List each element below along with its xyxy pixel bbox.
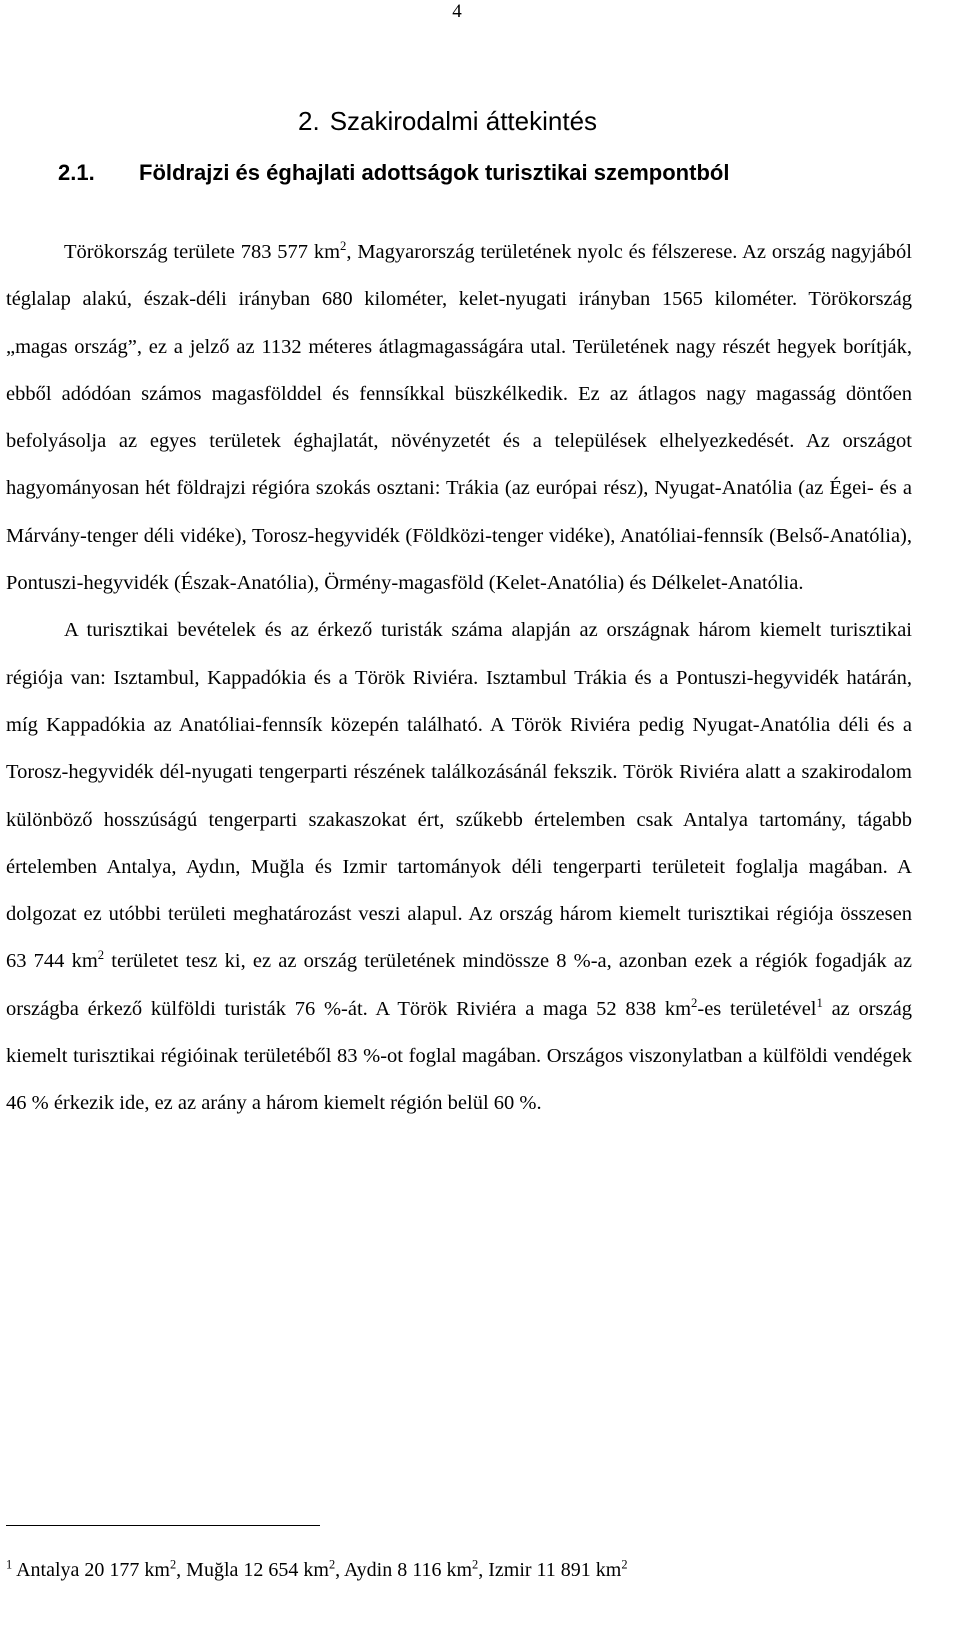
superscript-2: 2 [472,1557,479,1572]
footnote-separator [6,1525,320,1526]
footnote-marker: 1 [6,1557,13,1572]
paragraph-2-text-a: A turisztikai bevételek és az érkező turisták száma alapján az országnak három kiemelt turisztikai régiója van: Isztambul, Kappadókia és a Török Riviéra. Isztambul Trákia és a Pontuszi-hegyvidék határán, míg Kappadókia az Anatóliai-fennsík közepén található. A Török Riviéra pedig Nyugat-Anatólia déli és a Torosz-hegyvidék dél-nyugati tengerparti részének találkozásánál fekszik. Török Riviéra alatt a szakirodalom különböző hosszúságú tengerparti szakaszokat ért, szűkebb értelemben csak Antalya tartomány, tágabb értelemben Antalya, Aydın, Muğla és Izmir tartományok déli tengerparti területeit foglalja magában. A dolgozat ez utóbbi területi meghatározást veszi alapul. Az ország három kiemelt turisztikai régiója összesen 63 744 km [6,619,912,973]
chapter-heading [298,103,597,139]
paragraph-2-text-d: az ország kiemelt turisztikai régióinak területéből 83 %-ot foglal magában. Országos viszonylatban a külföldi vendégek 46 % érkezik ide, ez az arány a három kiemelt régión belül 60 %. [6,997,912,1115]
superscript-2: 2 [691,995,698,1010]
footnote-text-c: , Aydin 8 116 km [335,1559,473,1581]
page-number: 4 [452,1,462,22]
paragraph-2-text-b: területet tesz ki, ez az ország területének mindössze 8 %-a, azonban ezek a régiók fogadják az országba érkező külföldi turisták 76 %-át. A Török Riviéra a maga 52 838 km [6,950,912,1020]
section-title: Földrajzi és éghajlati adottságok turisztikai szempontból [139,160,730,185]
body-text [6,229,912,1128]
section-heading [58,155,729,191]
footnote-reference[interactable]: 1 [816,995,823,1010]
superscript-2: 2 [169,1557,177,1572]
footnote-text-b: , Muğla 12 654 km [176,1559,329,1581]
superscript-2: 2 [621,1557,628,1572]
paragraph-1 [6,229,912,607]
footnote [6,1556,628,1584]
footnote-text-d: , Izmir 11 891 km [478,1559,622,1581]
section-number: 2.1. [58,160,95,185]
superscript-2: 2 [340,239,347,254]
chapter-number: 2. [298,106,320,136]
paragraph-1-text-a: Törökország területe 783 577 km [64,241,341,263]
superscript-2: 2 [328,1557,336,1572]
paragraph-2 [6,607,912,1127]
chapter-title: Szakirodalmi áttekintés [329,106,598,136]
paragraph-1-text-b: , Magyarország területének nyolc és félszerese. Az ország nagyjából téglalap alakú, észak-déli irányban 680 kilométer, kelet-nyugati irányban 1565 kilométer. Törökország „magas ország”, ez a jelző az 1132 méteres átlagmagasságára utal. Területének nagy részét hegyek borítják, ebből adódóan számos magasfölddel és fennsíkkal büszkélkedik. Ez az átlagos nagy magasság döntően befolyásolja az egyes területek éghajlatát, növényzetét és a települések elhelyezkedését. Az országot hagyományosan hét földrajzi régióra szokás osztani: Trákia (az európai rész), Nyugat-Anatólia (az Égei- és a Márvány-tenger déli vidéke), Torosz-hegyvidék (Földközi-tenger vidéke), Anatóliai-fennsík (Belső-Anatólia), Pontuszi-hegyvidék (Észak-Anatólia), Örmény-magasföld (Kelet-Anatólia) és Délkelet-Anatólia. [6,241,912,595]
paragraph-2-text-c: -es területével [697,997,817,1020]
footnote-text-a: Antalya 20 177 km [12,1559,170,1581]
superscript-2: 2 [97,948,105,963]
